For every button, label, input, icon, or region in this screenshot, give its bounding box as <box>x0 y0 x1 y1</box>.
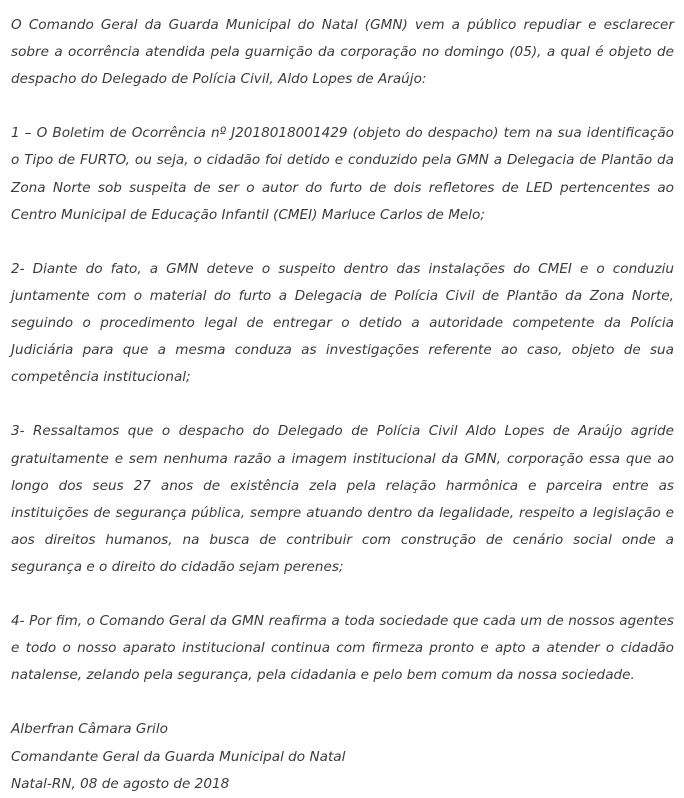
signature-title: Comandante Geral da Guarda Municipal do Natal <box>11 748 346 765</box>
paragraph-item-1: 1 – O Boletim de Ocorrência nº J2018018001429 (objeto do despacho) tem na sua identificação o Tipo de FURTO, ou seja, o cidadão foi detido e conduzido pela GMN a Delegacia de Plantão da Zona Norte sob suspeita de ser o autor do furto de dois refletores de LED pertencentes ao Centro Municipal de Educação Infantil (CMEI) Marluce Carlos de Melo; <box>11 125 674 223</box>
document-body <box>11 12 674 798</box>
paragraph-item-3: 3- Ressaltamos que o despacho do Delegado de Polícia Civil Aldo Lopes de Araújo agride gratuitamente e sem nenhuma razão a imagem institucional da GMN, corporação essa que ao longo dos seus 27 anos de existência zela pela relação harmônica e parceira entre as instituições de segurança pública, sempre atuando dentro da legalidade, respeito a legislação e aos direitos humanos, na busca de contribuir com construção de cenário social onde a segurança e o direito do cidadão sejam perenes; <box>11 423 674 575</box>
paragraph-item-4: 4- Por fim, o Comando Geral da GMN reafirma a toda sociedade que cada um de nossos agentes e todo o nosso aparato institucional continua com firmeza pronto e apto a atender o cidadão natalense, zelando pela segurança, pela cidadania e pelo bem comum da nossa sociedade. <box>11 613 674 684</box>
paragraph-item-2: 2- Diante do fato, a GMN deteve o suspeito dentro das instalações do CMEI e o conduziu juntamente com o material do furto a Delegacia de Polícia Civil de Plantão da Zona Norte, seguindo o procedimento legal de entregar o detido a autoridade competente da Polícia Judiciária para que a mesma conduza as investigações referente ao caso, objeto de sua competência institucional; <box>11 260 674 386</box>
paragraph-intro: O Comando Geral da Guarda Municipal do Natal (GMN) vem a público repudiar e esclarecer sobre a ocorrência atendida pela guarnição da corporação no domingo (05), a qual é objeto de despacho do Delegado de Polícia Civil, Aldo Lopes de Araújo: <box>11 17 674 88</box>
signature-place-date: Natal-RN, 08 de agosto de 2018 <box>11 775 230 792</box>
signature-block <box>11 716 674 797</box>
signature-name: Alberfran Câmara Grilo <box>11 721 168 738</box>
